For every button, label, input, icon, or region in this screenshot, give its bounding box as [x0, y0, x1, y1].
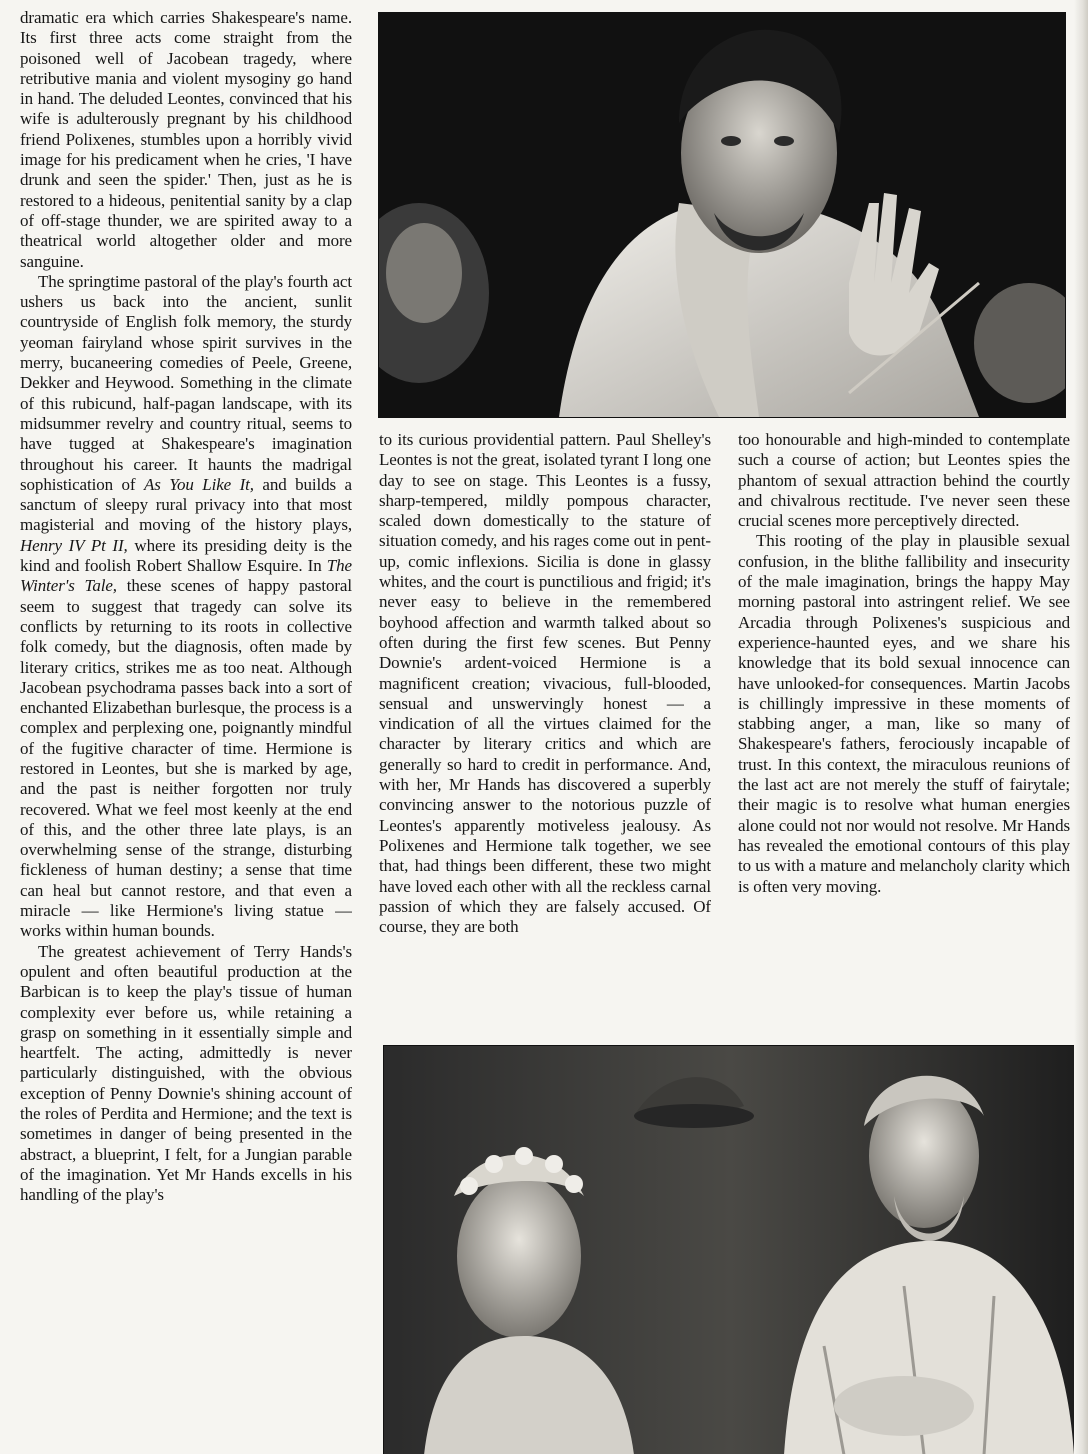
middle-paragraph: to its curious providential pattern. Paul Shelley's Leontes is not the great, isolated tyrant I long one day to see on stage. This Leontes is a fussy, sharp-tempered, mildly pompous character, scaled down domestically to the stature of situation comedy, and his rages come out in pent-up, comic inflexions. Sicilia is done in glassy whites, and the court is punctilious and frigid; it's never easy to believe in the remembered boyhood affection and warmth talked about so often during the first few scenes. But Penny Downie's ardent-voiced Hermione is a magnificent creation; vivacious, full-blooded, sensual and unswervingly honest — a vindication of all the virtues claimed for the character by literary critics and which are generally so hard to credit in performance. And, with her, Mr Hands has discovered a superbly convincing answer to the notorious puzzle of Leontes's apparently motiveless jealousy. As Polixenes and Hermione talk together, we see that, had things been different, these two might have loved each other with all the reckless carnal passion of which they are falsely accused. Of course, they are both [379, 430, 711, 937]
right-paragraph-2: This rooting of the play in plausible sexual confusion, in the blithe fallibility and insecurity of the male imagination, brings the happy May morning pastoral into astringent relief. We see Arcadia through Polixenes's suspicious and experience-haunted eyes, and we share his knowledge that its bold sexual innocence can have unlooked-for consequences. Martin Jacobs is chillingly impressive in these moments of stabbing anger, a man, like so many of Shakespeare's fathers, ferociously incapable of trust. In this context, the miraculous reunions of the last act are not merely the stuff of fairytale; their magic is to resolve what human energies alone could not nor would not resolve. Mr Hands has revealed the emotional contours of this play to us with a mature and melancholy clarity which is often very moving. [738, 531, 1070, 896]
perdita-polixenes-photo [383, 1045, 1079, 1454]
right-paragraph-1: too honourable and high-minded to contemplate such a course of action; but Leontes spies the phantom of sexual attraction behind the courtly and chivalrous rectitude. I've never seen these crucial scenes more perceptively directed. [738, 430, 1070, 531]
leontes-photo-image [379, 13, 1065, 417]
left-paragraph-2 [20, 272, 352, 942]
left-p2-text-1 [135, 475, 143, 494]
title-henry-iv: Henry IV Pt II, [20, 535, 128, 555]
title-winters-tale: The Winter's Tale, [20, 556, 352, 596]
right-column [738, 430, 1070, 1035]
middle-column [379, 430, 711, 1035]
left-p2-lead: The springtime pastoral of the play's fourth act ushers us back into the ancient, sunlit countryside of English folk memory, the sturdy yeoman fairyland whose spirit survives in the merry, bucaneering comedies of Peele, Greene, Dekker and Heywood. Something in the climate of this rubicund, half-pagan landscape, with its midsummer revelry and country ritual, seems to have tugged at Shakespeare's imagination throughout his career. It haunts the madrigal sophistication of [20, 271, 352, 494]
title-as-you-like-it: As You Like It, [143, 474, 254, 494]
left-paragraph-1: dramatic era which carries Shakespeare's name. Its first three acts come straight from the poisoned well of Jacobean tragedy, where retributive mania and violent mysoginy go hand in hand. The deluded Leontes, convinced that his wife is adulterously pregnant by his childhood friend Polixenes, stumbles upon a horribly vivid image for his predicament when he cries, 'I have drunk and seen the spider.' Then, just as he is restored to a hideous, penitential sanity by a clap of off-stage thunder, we are spirited away to a theatrical world altogether older and more sanguine. [20, 8, 352, 271]
page-edge-shadow [1074, 0, 1088, 1454]
perdita-polixenes-photo-image [384, 1046, 1078, 1454]
left-p2-text-4: these scenes of happy pastoral seem to suggest that tragedy can solve its conflicts by returning to its roots in collective folk comedy, but the diagnosis, often made by literary critics, strikes me as too neat. Although Jacobean psychodrama passes back into a sort of enchanted Elizabethan burlesque, the process is a complex and perplexing one, poignantly mindful of the fugitive character of time. Hermione is restored in Leontes, but she is marked by age, and the past is neither forgotten nor truly recovered. What we feel most keenly at the end of this, and the other three late plays, is an overwhelming sense of the strange, disturbing fickleness of human destiny; a sense that time can heal but cannot restore, and that even a miracle — like Hermione's living statue — works within human bounds. [20, 576, 352, 941]
left-p2-text-2: and builds a sanctum of sleepy rural privacy into that most magisterial and moving of the history plays, [20, 474, 352, 535]
left-column [20, 8, 352, 1454]
left-paragraph-3: The greatest achievement of Terry Hands's opulent and often beautiful production at the Barbican is to keep the play's tissue of human complexity ever before us, while retaining a grasp on something in it essentially simple and heartfelt. The acting, admittedly is never particularly distinguished, with the obvious exception of Penny Downie's shining account of the roles of Perdita and Hermione; and the text is sometimes in danger of being presented in the abstract, a blueprint, I felt, for a Jungian parable of the imagination. Yet Mr Hands excells in his handling of the play's [20, 941, 352, 1205]
left-p2-text-3: where its presiding deity is the kind and foolish Robert Shallow Esquire. In [20, 535, 352, 576]
leontes-photo [378, 12, 1066, 418]
